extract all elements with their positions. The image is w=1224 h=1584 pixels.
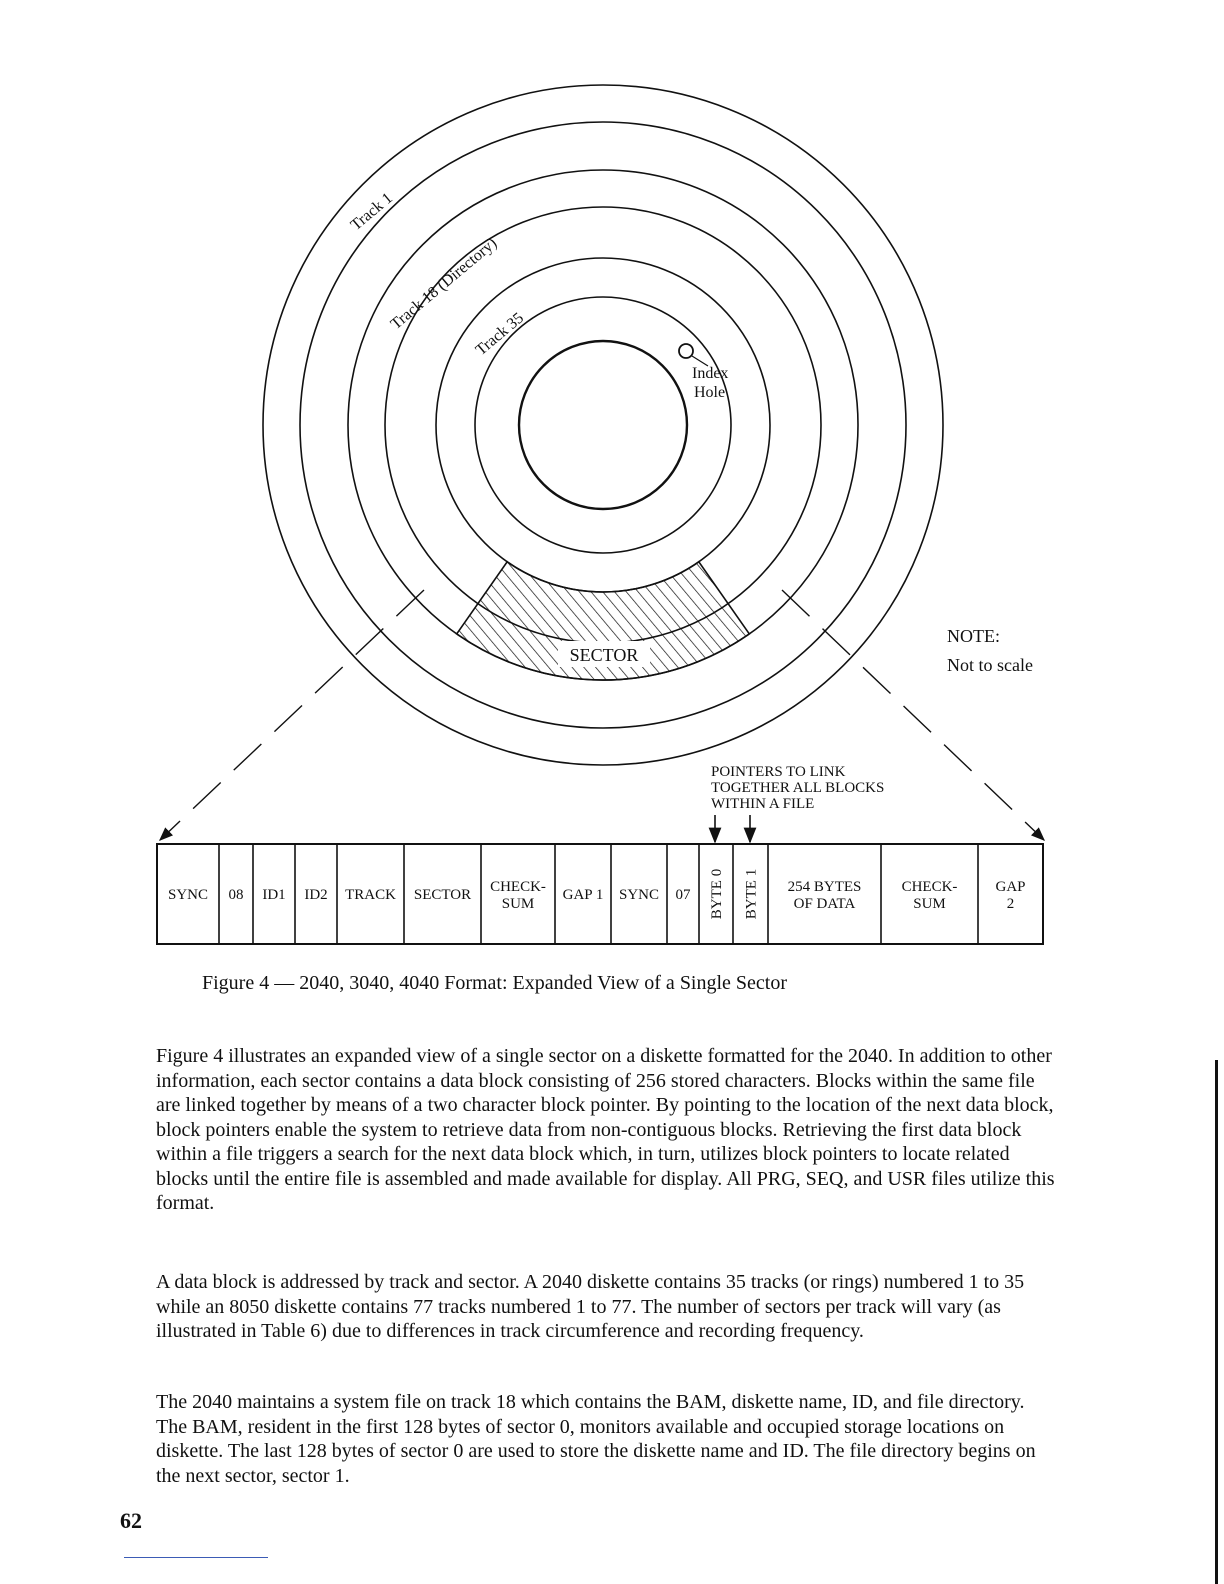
sector-field-label: OF DATA	[793, 896, 856, 912]
track-18-ring-inner	[436, 258, 770, 592]
sector-field-label: SYNC	[167, 887, 209, 903]
sector-label: SECTOR	[569, 645, 639, 665]
sector-field-label: 08	[228, 887, 244, 903]
sector-field-label: ID1	[262, 887, 286, 903]
page-number: 62	[120, 1508, 142, 1533]
sector-field-label: SUM	[913, 896, 946, 912]
paragraph-system-file: The 2040 maintains a system file on track 18 which contains the BAM, diskette name, ID, and file directory. The BAM, resident in the first 128 bytes of sector 0, monitors available and occupied storage locations on diskette. The last 128 bytes of sector 0 are used to store the diskette name and ID. The file directory begins on the next sector, sector 1.	[156, 1391, 1036, 1487]
paragraph-track-addressing: A data block is addressed by track and sector. A 2040 diskette contains 35 tracks (or rings) numbered 1 to 35 while an 8050 diskette contains 77 tracks numbered 1 to 77. The number of sectors per track will vary (as illustrated in Table 6) due to differences in track circumference and recording frequency.	[156, 1271, 1025, 1342]
pointers-label-line2: TOGETHER ALL BLOCKS	[711, 780, 885, 796]
index-hole-label-line2: Hole	[694, 384, 726, 401]
hub-ring	[519, 341, 687, 509]
sector-field-label: CHECK-	[490, 879, 546, 895]
note-text: Not to scale	[947, 655, 1033, 675]
sector-field-label: TRACK	[345, 887, 396, 903]
footer-rule	[124, 1557, 268, 1558]
index-hole	[679, 344, 693, 358]
note-title: NOTE:	[947, 626, 1000, 646]
track-35-ring-outer	[472, 297, 731, 553]
sector-field-label: SYNC	[618, 887, 660, 903]
sector-field-label: BYTE 0	[709, 868, 725, 920]
sector-field-label: CHECK-	[901, 879, 958, 895]
sector-field-label: 2	[1006, 896, 1015, 912]
figure-caption: Figure 4 — 2040, 3040, 4040 Format: Expanded View of a Single Sector	[202, 972, 788, 994]
paragraph-sector-description: Figure 4 illustrates an expanded view of a single sector on a diskette formatted for the 2040. In addition to other information, each sector contains a data block consisting of 256 stored characters. Blocks within the same file are linked together by means of a two character block pointer. By pointing to the location of the next data block, block pointers enable the system to retrieve data from non-contiguous blocks. Retrieving the first data block within a file triggers a search for the next data block which, in turn, utilizes block pointers to locate related blocks until the entire file is assembled and made available for display. All PRG, SEQ, and USR files utilize this format.	[156, 1045, 1055, 1214]
sector-field-label: GAP 1	[562, 887, 604, 903]
scan-edge-line	[1215, 1060, 1218, 1584]
pointers-label-line3: WITHIN A FILE	[711, 796, 815, 812]
sector-field-label: SECTOR	[413, 887, 472, 903]
sector-field-label: 254 BYTES	[787, 879, 862, 895]
sector-field-label: GAP	[995, 879, 1026, 895]
sector-field-label: BYTE 1	[743, 868, 760, 920]
expansion-line-right	[782, 590, 1044, 840]
track-35-label: Track 35	[472, 309, 528, 360]
sector-field-label: ID2	[304, 887, 328, 903]
sector-field-label: SUM	[501, 896, 535, 912]
track-18-label: Track 18 (Directory)	[387, 234, 501, 334]
pointers-label-line1: POINTERS TO LINK	[711, 764, 846, 780]
expansion-line-left	[160, 590, 424, 840]
index-hole-label-line1: Index	[692, 365, 729, 382]
sector-field-label: 07	[675, 887, 691, 903]
sector-field-bar	[157, 844, 1043, 944]
track-1-label: Track 1	[347, 189, 396, 235]
